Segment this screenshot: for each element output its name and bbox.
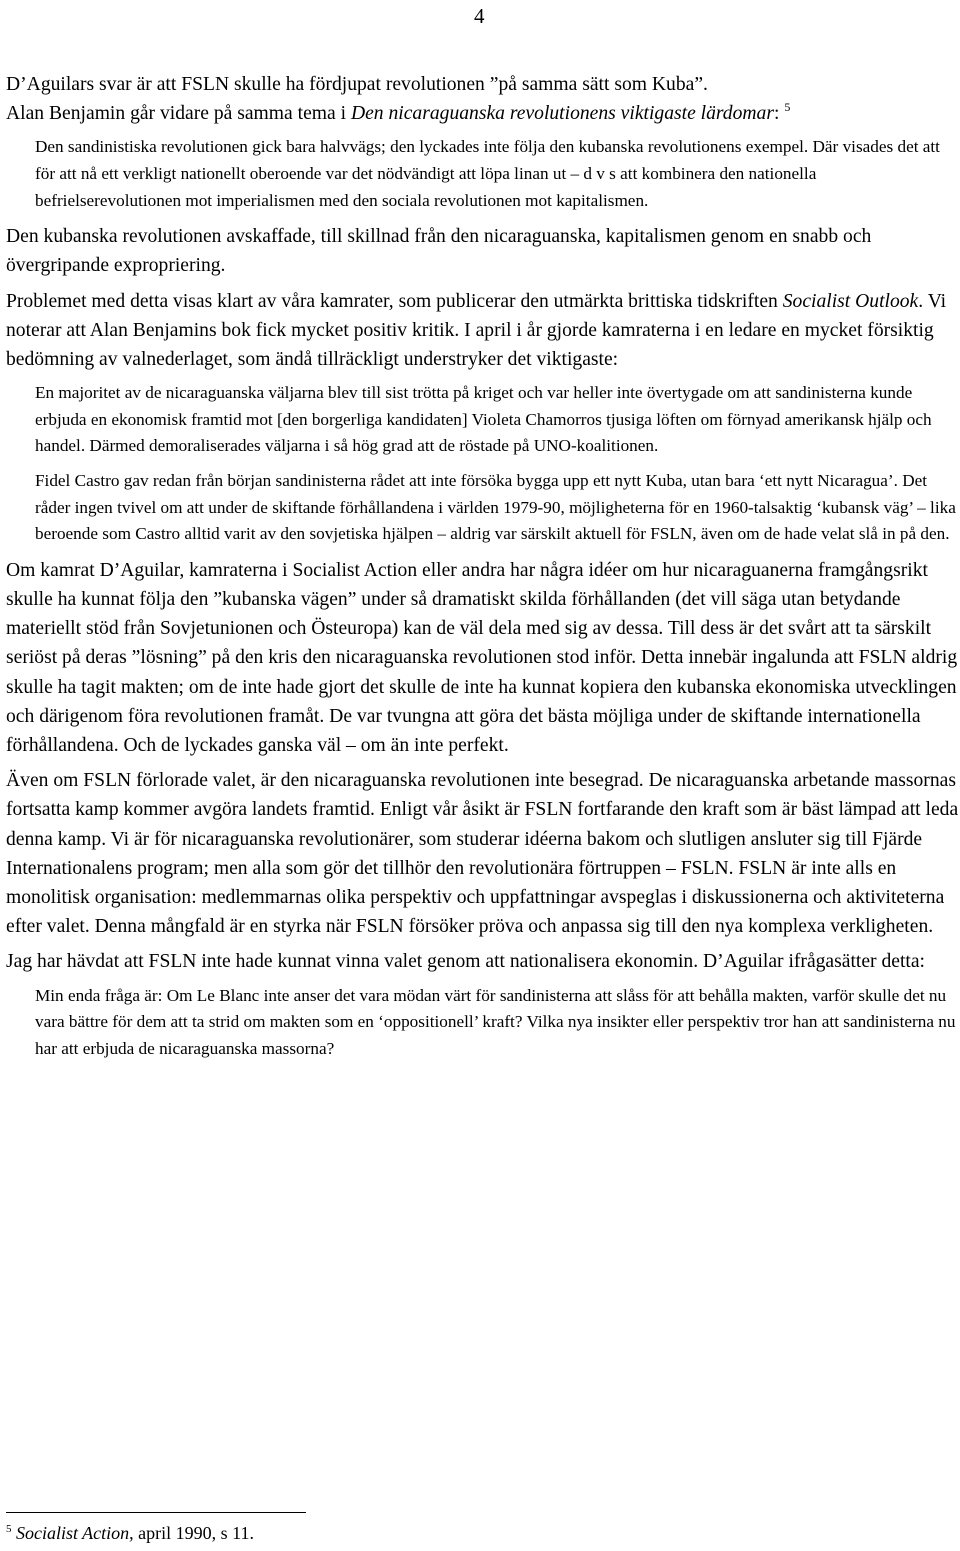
- footnote-number: 5: [6, 1523, 12, 1535]
- paragraph-1-line-1: D’Aguilars svar är att FSLN skulle ha fördjupat revolutionen ”på samma sätt som Kuba”.: [6, 74, 708, 95]
- footnote-source-detail: , april 1990, s 11.: [129, 1523, 254, 1543]
- footnote-rule: [6, 1512, 306, 1513]
- body-text: [6, 70, 960, 1070]
- page-number: 4: [474, 4, 485, 28]
- paragraph-3-text-a: Problemet med detta visas klart av våra kamrater, som publicerar den utmärkta brittiska tidskriften: [6, 290, 783, 312]
- footnote-source-title: Socialist Action: [16, 1523, 130, 1543]
- block-quote-1: Den sandinistiska revolutionen gick bara halvvägs; den lyckades inte följa den kubanska revolutionens exempel. Där visades det att för att nå ett verkligt nationellt oberoende var det nödvändigt att löpa linan ut – d v s att kombinera den nationella befrielserevolutionen mot imperialismen med den sociala revolutionen mot kapitalismen.: [35, 137, 940, 210]
- paragraph-3-text-b: . Vi noterar att Alan Benjamins bok fick mycket positiv kritik. I april i år gjorde kamraterna i en ledare en mycket försiktig bedömning av valnederlaget, som ändå tillräckligt understryker det viktigaste:: [6, 290, 947, 370]
- block-quote-3: Fidel Castro gav redan från början sandinisterna rådet att inte försöka bygga upp ett nytt Kuba, utan bara ‘ett nytt Nicaragua’. Det råder ingen tvivel om att under de skiftande förhållandena i världen 1979-90, möjligheterna för en 1960-talsaktig ‘kubansk väg’ – lika beroende som Castro alltid varit av den sovjetiska hjälpen – aldrig var särskilt aktuell för FSLN, även om de hade velat slå in på den.: [35, 470, 956, 544]
- block-quote-2: En majoritet av de nicaraguanska väljarna blev till sist trötta på kriget och var heller inte övertygade om att sandinisterna kunde erbjuda en ekonomisk framtid mot [den borgerliga kandidaten] Violeta Chamorros tjusiga löften om förnyad amerikansk hjälp och handel. Därmed demoraliserades väljarna i så hög grad att de röstade på UNO-koalitionen.: [35, 383, 932, 456]
- paragraph-4: Om kamrat D’Aguilar, kamraterna i Socialist Action eller andra har några idéer om hur nicaraguanerna framgångsrikt skulle ha kunnat följa den ”kubanska vägen” under så dramatiskt skilda förhållanden (det vill säga utan betydande materiellt stöd från Sovjetunionen och Östeuropa) kan de väl dela med sig av dessa. Till dess är det svårt att ta särskilt seriöst på deras ”lösning” på den kris den nicaraguanska revolutionen stod inför. Detta innebär ingalunda att FSLN aldrig skulle ha tagit makten; om de inte hade gjort det skulle de inte ha kunnat kopiera den kubanska ekonomiska utvecklingen och därigenom föra revolutionen framåt. De var tvungna att göra det bästa möjliga under de skiftande internationella förhållandena. Och de lyckades ganska väl – om än inte perfekt.: [6, 559, 958, 756]
- paragraph-3: [6, 287, 960, 375]
- paragraph-5: Även om FSLN förlorade valet, är den nicaraguanska revolutionen inte besegrad. De nicaraguanska arbetande massornas fortsatta kamp kommer avgöra landets framtid. Enligt vår åsikt är FSLN fortfarande den kraft som är bäst lämpad att leda denna kamp. Vi är för nicaraguanska revolutionärer, som studerar idéerna bakom och slutligen ansluter sig till Fjärde Internationalens program; men alla som gör det tillhör den revolutionära förtruppen – FSLN. FSLN är inte alls en monolitisk organisation: medlemmarnas olika perspektiv och uppfattningar avspeglas i diskussionerna och aktiviteterna efter valet. Denna mångfald är en styrka när FSLN försöker pröva och anpassa sig till den nya komplexa verkligheten.: [6, 770, 959, 938]
- paragraph-2: Den kubanska revolutionen avskaffade, till skillnad från den nicaraguanska, kapitalismen genom en snabb och övergripande expropriering.: [6, 226, 872, 277]
- paragraph-1-tail: :: [773, 103, 785, 125]
- footnote: [6, 1521, 254, 1545]
- paragraph-1-text: Alan Benjamin går vidare på samma tema i: [6, 103, 351, 125]
- journal-title: Socialist Outlook: [782, 290, 919, 312]
- book-title: Den nicaraguanska revolutionens viktigaste lärdomar: [350, 103, 774, 125]
- paragraph-1: [6, 70, 960, 128]
- block-quote-4: Min enda fråga är: Om Le Blanc inte anser det vara mödan värt för sandinisterna att slåss för att behålla makten, varför skulle det nu vara bättre för dem att ta strid om makten som en ‘oppositionell’ kraft? Vilka nya insikter eller perspektiv tror han att sandinisterna nu har att erbjuda de nicaraguanska massorna?: [35, 985, 956, 1058]
- paragraph-6: Jag har hävdat att FSLN inte hade kunnat vinna valet genom att nationalisera ekonomin. D’Aguilar ifrågasätter detta:: [6, 951, 925, 973]
- footnote-ref[interactable]: 5: [784, 100, 791, 115]
